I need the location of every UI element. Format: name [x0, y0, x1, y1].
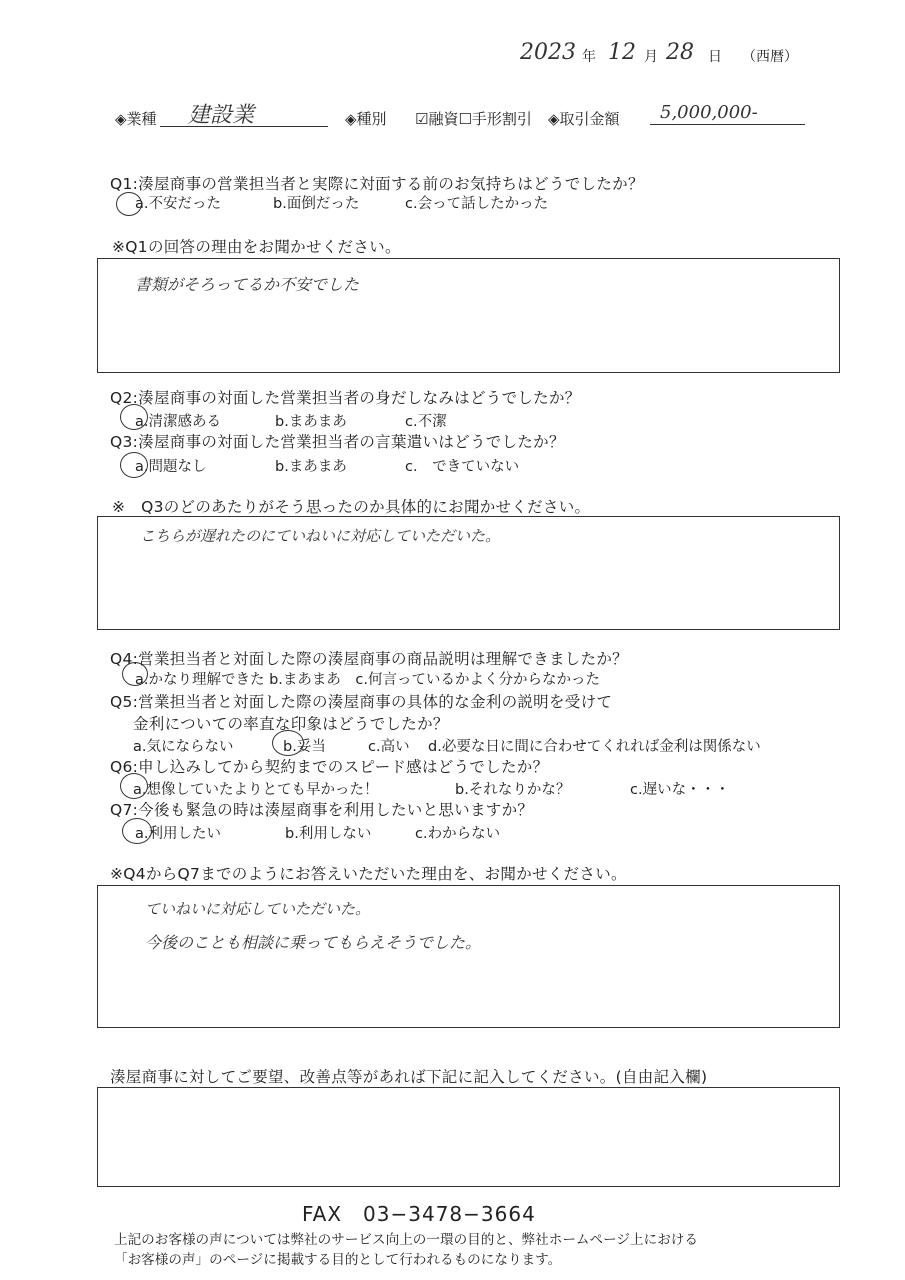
q7-option-b: b.利用しない [285, 826, 372, 842]
q5-question-line1: Q5:営業担当者と対面した際の湊屋商事の具体的な金利の説明を受けて [110, 693, 613, 711]
date-day-label: 日 [708, 49, 722, 65]
amount-label: ◈取引金額 [548, 110, 620, 128]
fax-number: FAX 03−3478−3664 [302, 1202, 536, 1226]
q2-option-c: c.不潔 [405, 414, 447, 430]
q5-question-line2: 金利についての率直な印象はどうでしたか？ [133, 715, 449, 733]
amount-value: 5,000,000- [660, 102, 758, 123]
q4-question: Q4:営業担当者と対面した際の湊屋商事の商品説明は理解できましたか？ [110, 650, 628, 668]
q5-option-b: b.妥当 [283, 739, 326, 755]
free-prompt: 湊屋商事に対してご要望、改善点等があれば下記に記入してください。(自由記入欄) [110, 1068, 708, 1086]
amount-underline [650, 124, 805, 125]
date-year-label: 年 [582, 49, 596, 65]
q5-answer-circle [272, 730, 304, 756]
q7-option-a: a.利用したい [135, 826, 221, 842]
q5-option-c: c.高い [368, 739, 410, 755]
q3-option-b: b.まあまあ [275, 459, 347, 475]
q1-reason-prompt: ※Q1の回答の理由をお聞かせください。 [112, 238, 401, 256]
q6-option-a: a.想像していたよりとても早かった！ [133, 782, 379, 798]
q6-question: Q6:申し込みしてから契約までのスピード感はどうでしたか？ [110, 758, 549, 776]
q5-option-d: d.必要な日に間に合わせてくれれば金利は関係ない [428, 739, 761, 755]
q5-option-a: a.気にならない [133, 739, 234, 755]
q7-question: Q7:今後も緊急の時は湊屋商事を利用したいと思いますか？ [110, 801, 534, 819]
type-label: ◈種別 [345, 110, 387, 128]
q4-options: a.かなり理解できた b.まあまあ c.何言っているかよく分からなかった [135, 672, 600, 688]
date-month: 12 [608, 40, 636, 65]
q2-question: Q2:湊屋商事の対面した営業担当者の身だしなみはどうでしたか？ [110, 389, 581, 407]
q7-option-c: c.わからない [415, 826, 501, 842]
industry-underline [160, 126, 328, 127]
q2-option-a: a.清潔感ある [135, 414, 221, 430]
date-month-label: 月 [644, 49, 658, 65]
q3-reason-answer: こちらが遅れたのにていねいに対応していただいた。 [140, 527, 501, 545]
q1-question: Q1:湊屋商事の営業担当者と実際に対面する前のお気持ちはどうでしたか？ [110, 175, 644, 193]
type-options: ☑融資☐手形割引 [415, 110, 532, 128]
q2-option-b: b.まあまあ [275, 414, 347, 430]
q3-reason-prompt: ※ Q3のどのあたりがそう思ったのか具体的にお聞かせください。 [112, 498, 591, 516]
q7-reason-line1: ていねいに対応していただいた。 [145, 900, 371, 918]
date-day: 28 [666, 40, 694, 65]
q1-option-a: a.不安だった [135, 196, 221, 212]
date-year: 2023 [520, 40, 576, 65]
industry-value: 建設業 [188, 103, 255, 128]
q3-answer-circle [120, 452, 148, 478]
free-box [97, 1087, 840, 1187]
q6-option-c: c.遅いな・・・ [630, 782, 730, 798]
q4-answer-circle [122, 662, 148, 686]
q2-answer-circle [120, 404, 148, 430]
industry-label: ◈業種 [115, 110, 157, 128]
date-era: （西暦） [742, 49, 798, 65]
q3-option-c: c. できていない [405, 459, 520, 475]
q1-option-c: c.会って話したかった [405, 196, 549, 212]
q7-reason-prompt: ※Q4からQ7までのようにお答えいただいた理由を、お聞かせください。 [110, 865, 627, 883]
q7-answer-circle [122, 818, 152, 844]
q6-answer-circle [120, 773, 148, 799]
footer-note-line2: 「お客様の声」のページに掲載する目的として行われるものになります。 [114, 1252, 562, 1268]
q3-option-a: a.問題なし [135, 459, 207, 475]
q6-option-b: b.それなりかな？ [455, 782, 571, 798]
q1-option-b: b.面倒だった [273, 196, 360, 212]
q7-reason-line2: 今後のことも相談に乗ってもらえそうでした。 [145, 933, 482, 952]
q3-question: Q3:湊屋商事の対面した営業担当者の言葉遣いはどうでしたか？ [110, 433, 565, 451]
q1-reason-answer: 書類がそろってるか不安でした [135, 275, 360, 294]
footer-note-line1: 上記のお客様の声については弊社のサービス向上の一環の目的と、弊社ホームページ上における [114, 1232, 698, 1248]
q1-answer-circle [116, 192, 142, 216]
